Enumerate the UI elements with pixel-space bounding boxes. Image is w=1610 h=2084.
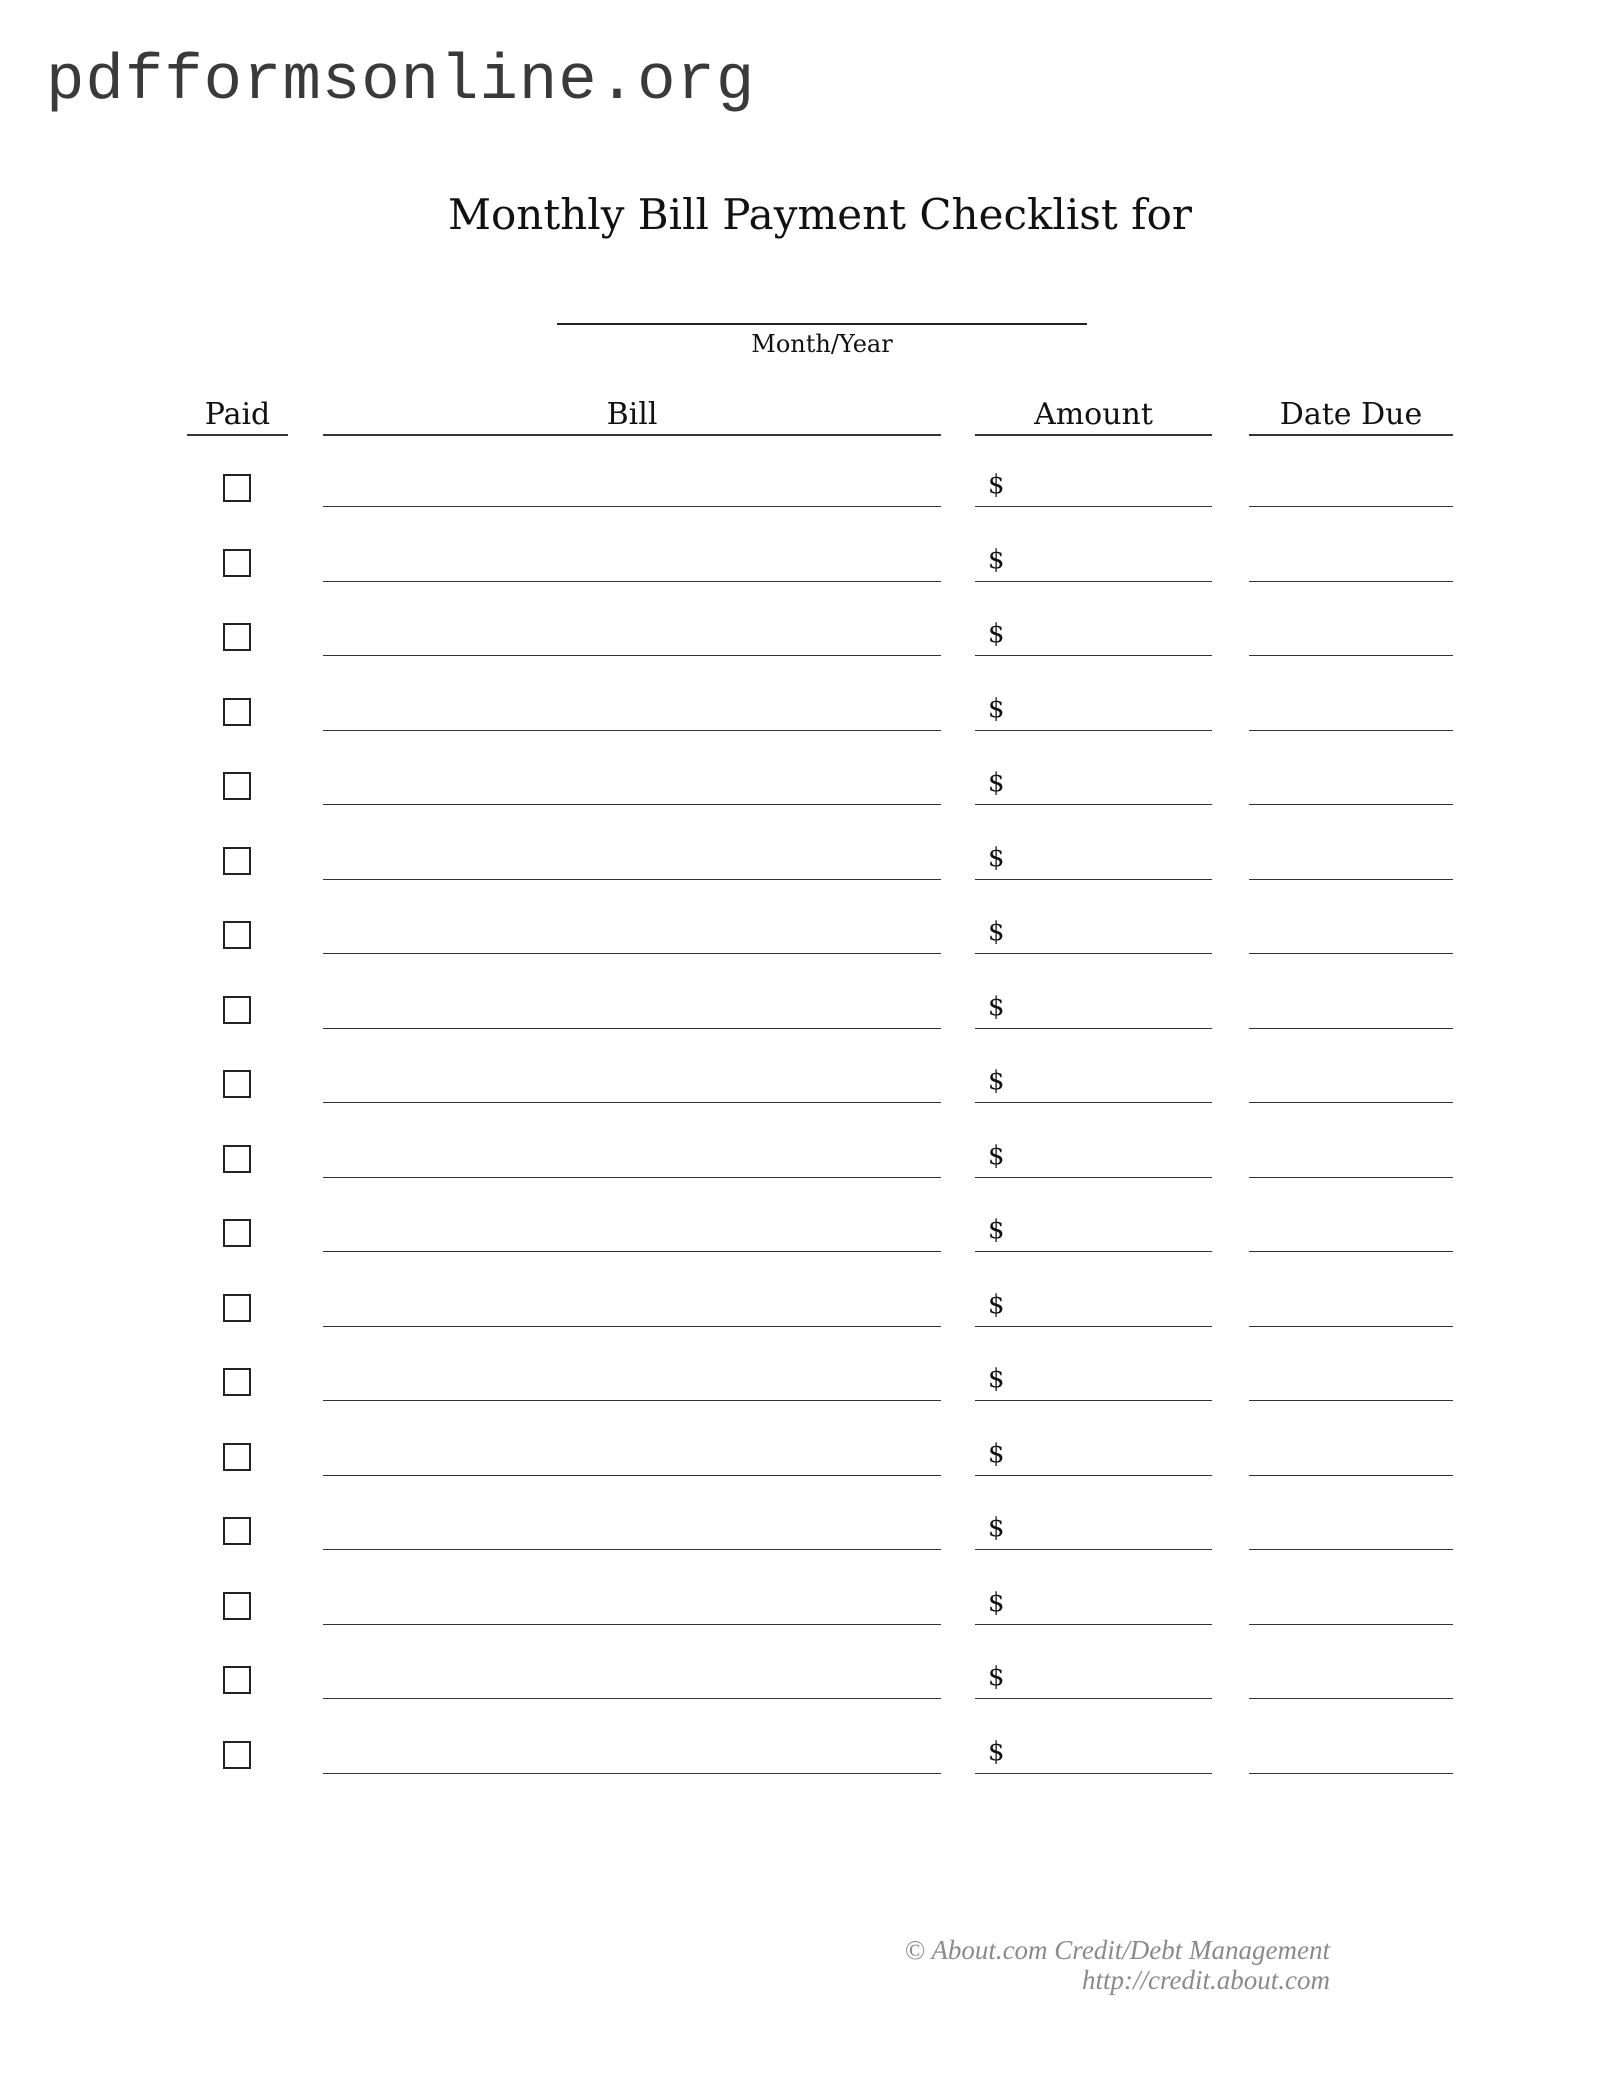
paid-checkbox[interactable]	[223, 1666, 251, 1694]
amount-field[interactable]	[975, 1102, 1212, 1103]
paid-checkbox[interactable]	[223, 623, 251, 651]
date-due-field[interactable]	[1249, 1177, 1453, 1178]
page-title: Monthly Bill Payment Checklist for	[448, 190, 1192, 239]
checklist-row	[0, 1203, 1610, 1279]
dollar-sign: $	[988, 917, 1005, 947]
bill-field[interactable]	[323, 581, 941, 582]
checklist-row	[0, 831, 1610, 907]
dollar-sign: $	[988, 768, 1005, 798]
bill-field[interactable]	[323, 1475, 941, 1476]
amount-field[interactable]	[975, 581, 1212, 582]
amount-field[interactable]	[975, 804, 1212, 805]
dollar-sign: $	[988, 619, 1005, 649]
amount-field[interactable]	[975, 1400, 1212, 1401]
checklist-row	[0, 1129, 1610, 1205]
date-due-field[interactable]	[1249, 730, 1453, 731]
paid-checkbox[interactable]	[223, 698, 251, 726]
month-year-label: Month/Year	[751, 330, 893, 358]
paid-checkbox[interactable]	[223, 1145, 251, 1173]
paid-checkbox[interactable]	[223, 1517, 251, 1545]
amount-field[interactable]	[975, 953, 1212, 954]
date-due-field[interactable]	[1249, 506, 1453, 507]
amount-field[interactable]	[975, 1177, 1212, 1178]
date-due-field[interactable]	[1249, 581, 1453, 582]
dollar-sign: $	[988, 1289, 1005, 1320]
checklist-row	[0, 458, 1610, 534]
bill-field[interactable]	[323, 1028, 941, 1029]
dollar-sign: $	[988, 470, 1005, 500]
amount-field[interactable]	[975, 1773, 1212, 1774]
checklist-row	[0, 905, 1610, 981]
bill-field[interactable]	[323, 879, 941, 880]
date-due-field[interactable]	[1249, 1549, 1453, 1550]
amount-field[interactable]	[975, 1698, 1212, 1699]
date-due-field[interactable]	[1249, 1624, 1453, 1625]
paid-checkbox[interactable]	[223, 1294, 251, 1322]
column-header-bill: Bill	[323, 396, 941, 436]
bill-field[interactable]	[323, 1177, 941, 1178]
paid-checkbox[interactable]	[223, 1219, 251, 1247]
date-due-field[interactable]	[1249, 1326, 1453, 1327]
amount-field[interactable]	[975, 1028, 1212, 1029]
amount-field[interactable]	[975, 1475, 1212, 1476]
dollar-sign: $	[988, 693, 1005, 724]
dollar-sign: $	[988, 544, 1005, 575]
amount-field[interactable]	[975, 1326, 1212, 1327]
dollar-sign: $	[988, 842, 1005, 873]
checklist-row	[0, 1054, 1610, 1130]
amount-field[interactable]	[975, 730, 1212, 731]
column-header-paid: Paid	[187, 396, 288, 436]
amount-field[interactable]	[975, 655, 1212, 656]
paid-checkbox[interactable]	[223, 1070, 251, 1098]
amount-field[interactable]	[975, 879, 1212, 880]
checklist-row	[0, 1352, 1610, 1428]
dollar-sign: $	[988, 1736, 1005, 1767]
paid-checkbox[interactable]	[223, 549, 251, 577]
bill-field[interactable]	[323, 953, 941, 954]
footer-copyright: © About.com Credit/Debt Management	[904, 1935, 1330, 1965]
checklist-row	[0, 682, 1610, 758]
dollar-sign: $	[988, 1066, 1005, 1096]
checklist-row	[0, 1576, 1610, 1652]
date-due-field[interactable]	[1249, 879, 1453, 880]
date-due-field[interactable]	[1249, 1251, 1453, 1252]
bill-field[interactable]	[323, 1102, 941, 1103]
bill-field[interactable]	[323, 506, 941, 507]
paid-checkbox[interactable]	[223, 996, 251, 1024]
column-header-date-due: Date Due	[1249, 396, 1453, 436]
bill-field[interactable]	[323, 1698, 941, 1699]
dollar-sign: $	[988, 1140, 1005, 1171]
checklist-row	[0, 756, 1610, 832]
date-due-field[interactable]	[1249, 1773, 1453, 1774]
amount-field[interactable]	[975, 1251, 1212, 1252]
bill-field[interactable]	[323, 1549, 941, 1550]
paid-checkbox[interactable]	[223, 772, 251, 800]
date-due-field[interactable]	[1249, 1102, 1453, 1103]
checklist-row	[0, 980, 1610, 1056]
bill-field[interactable]	[323, 1624, 941, 1625]
date-due-field[interactable]	[1249, 1475, 1453, 1476]
paid-checkbox[interactable]	[223, 474, 251, 502]
dollar-sign: $	[988, 1662, 1005, 1692]
footer-url: http://credit.about.com	[1082, 1965, 1330, 1995]
dollar-sign: $	[988, 1364, 1005, 1394]
paid-checkbox[interactable]	[223, 1368, 251, 1396]
bill-field[interactable]	[323, 1400, 941, 1401]
bill-field[interactable]	[323, 1251, 941, 1252]
month-year-field[interactable]	[557, 323, 1087, 325]
paid-checkbox[interactable]	[223, 921, 251, 949]
checklist-row	[0, 1278, 1610, 1354]
amount-field[interactable]	[975, 1624, 1212, 1625]
bill-field[interactable]	[323, 730, 941, 731]
date-due-field[interactable]	[1249, 1400, 1453, 1401]
date-due-field[interactable]	[1249, 655, 1453, 656]
paid-checkbox[interactable]	[223, 1443, 251, 1471]
date-due-field[interactable]	[1249, 1698, 1453, 1699]
checklist-row	[0, 1650, 1610, 1726]
date-due-field[interactable]	[1249, 804, 1453, 805]
bill-field[interactable]	[323, 804, 941, 805]
column-header-amount: Amount	[975, 396, 1212, 436]
dollar-sign: $	[988, 1215, 1005, 1245]
date-due-field[interactable]	[1249, 1028, 1453, 1029]
bill-field[interactable]	[323, 1326, 941, 1327]
dollar-sign: $	[988, 1438, 1005, 1469]
checklist-row	[0, 607, 1610, 683]
checklist-row	[0, 533, 1610, 609]
bill-field[interactable]	[323, 1773, 941, 1774]
bill-field[interactable]	[323, 655, 941, 656]
paid-checkbox[interactable]	[223, 1741, 251, 1769]
watermark: pdfformsonline.org	[46, 46, 756, 118]
checklist-row	[0, 1501, 1610, 1577]
dollar-sign: $	[988, 1513, 1005, 1543]
amount-field[interactable]	[975, 506, 1212, 507]
paid-checkbox[interactable]	[223, 847, 251, 875]
paid-checkbox[interactable]	[223, 1592, 251, 1620]
date-due-field[interactable]	[1249, 953, 1453, 954]
amount-field[interactable]	[975, 1549, 1212, 1550]
dollar-sign: $	[988, 991, 1005, 1022]
checklist-row	[0, 1427, 1610, 1503]
dollar-sign: $	[988, 1587, 1005, 1618]
checklist-row	[0, 1725, 1610, 1801]
